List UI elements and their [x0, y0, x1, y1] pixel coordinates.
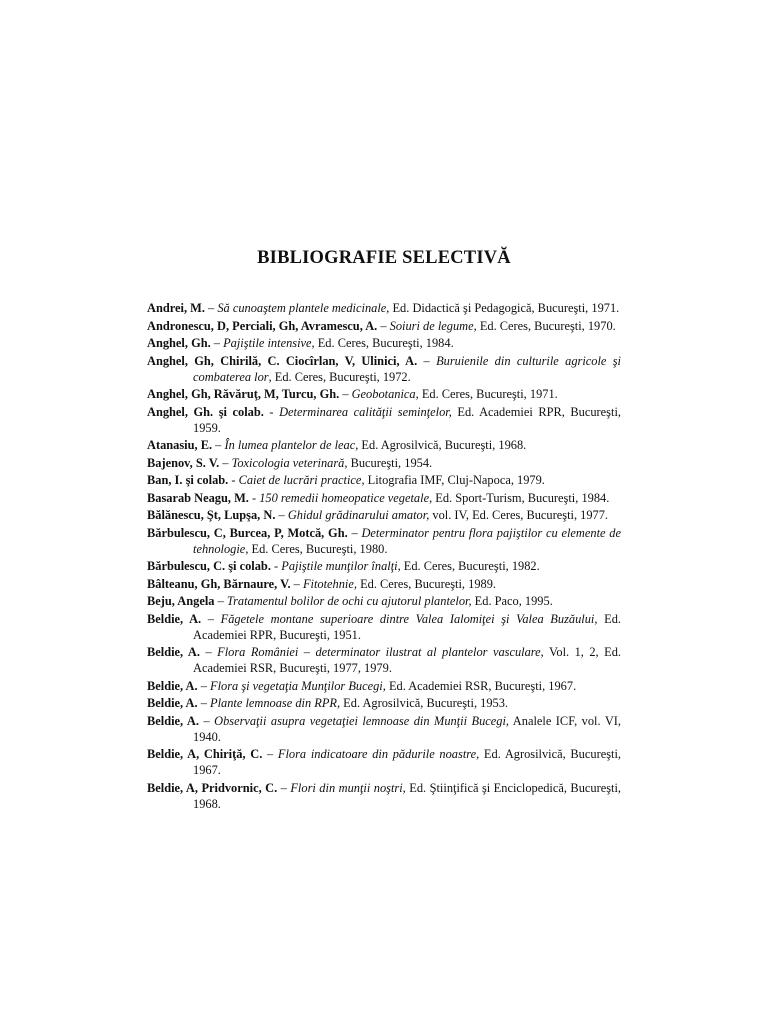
- bibliography-entry: [147, 713, 621, 745]
- entry-title: Tratamentul bolilor de ochi cu ajutorul plantelor,: [226, 594, 472, 608]
- entry-title: Fitotehnie,: [302, 576, 357, 591]
- bibliography-entry: [147, 404, 621, 436]
- entry-author: Beldie, A.: [147, 611, 202, 626]
- entry-author: Atanasiu, E.: [147, 438, 213, 452]
- entry-details: Ed. Academiei RPR, Bucureşti, 1951.: [193, 611, 621, 642]
- bibliography-entry: [147, 695, 621, 711]
- entry-details: , Litografia IMF, Cluj-Napoca, 1979.: [361, 473, 545, 487]
- entry-title: Observaţii asupra vegetaţiei lemnoase din Munţii Bucegi,: [214, 713, 510, 728]
- entry-details: , Bucureşti, 1954.: [344, 455, 433, 470]
- entry-author: Ban, I. şi colab.: [147, 473, 229, 487]
- entry-details: vol. IV, Ed. Ceres, Bucureşti, 1977.: [429, 508, 609, 522]
- entry-separator: –: [198, 713, 215, 728]
- bibliography-entry: [147, 525, 621, 557]
- entry-separator: –: [417, 353, 437, 368]
- entry-details: , Ed. Ceres, Bucureşti, 1972.: [268, 369, 411, 384]
- entry-details: Ed. Academiei RPR, Bucureşti, 1959.: [193, 404, 621, 435]
- bibliography-entry: [147, 746, 621, 778]
- entry-author: Beldie, A.: [147, 713, 199, 728]
- entry-separator: –: [201, 611, 221, 626]
- entry-title: Geobotanica: [351, 387, 416, 401]
- bibliography-entry: [147, 437, 621, 453]
- entry-details: Ed. Ceres, Bucureşti, 1989.: [356, 576, 497, 591]
- entry-title: Pajiştile munţilor înalţi,: [281, 559, 401, 573]
- entry-details: Ed. Paco, 1995.: [471, 594, 553, 608]
- bibliography-entry: [147, 644, 621, 676]
- bibliography-entry: [147, 576, 621, 592]
- bibliography-entry: [147, 780, 621, 812]
- entry-author: Beldie, A.: [147, 645, 200, 659]
- entry-author: Bajenov, S. V.: [147, 455, 220, 470]
- entry-separator: -: [248, 490, 260, 505]
- entry-title: Soiuri de legume,: [389, 318, 477, 333]
- entry-author: Anghel, Gh, Chirilă, C. Ciocîrlan, V, Ulinici, A.: [147, 353, 418, 368]
- entry-title: În lumea plantelor de leac: [224, 438, 356, 452]
- entry-author: Andrei, M.: [147, 301, 205, 315]
- entry-details: Ed. Didactică şi Pedagogică, Bucureşti, 1971.: [389, 301, 620, 315]
- entry-separator: -: [228, 473, 239, 487]
- entry-separator: –: [210, 336, 224, 350]
- entry-details: Ed. Academiei RSR, Bucureşti, 1967.: [385, 678, 577, 693]
- entry-title: Flora României – determinator ilustrat al plantelor vasculare,: [217, 645, 544, 659]
- entry-title: Să cunoaştem plantele medicinale,: [217, 301, 390, 315]
- entry-separator: -: [263, 404, 280, 419]
- entry-details: , Ed. Ceres, Bucureşti, 1980.: [245, 541, 388, 556]
- entry-author: Beldie, A, Pridvornic, C.: [147, 780, 278, 795]
- entry-separator: –: [275, 508, 288, 522]
- bibliography-entry: [147, 318, 621, 334]
- entry-author: Bălănescu, Şt, Lupşa, N.: [147, 508, 276, 522]
- entry-details: Analele ICF, vol. VI, 1940.: [193, 713, 622, 744]
- entry-details: , Ed. Ceres, Bucureşti, 1971.: [415, 387, 558, 401]
- bibliography-entry: [147, 335, 621, 351]
- entry-author: Anghel, Gh, Răvăruţ, M, Turcu, Gh.: [147, 387, 340, 401]
- entry-author: Bărbulescu, C, Burcea, P, Motcă, Gh.: [147, 525, 348, 540]
- entry-separator: –: [377, 318, 390, 333]
- bibliography-entry: [147, 472, 621, 488]
- entry-title: Determinator pentru flora pajiştilor cu elemente de tehnologie: [193, 525, 621, 556]
- entry-details: Vol. 1, 2, Ed. Academiei RSR, Bucureşti, 1977, 1979.: [193, 645, 621, 675]
- entry-separator: –: [214, 594, 227, 608]
- entry-author: Anghel, Gh.: [147, 336, 211, 350]
- bibliography-entry: [147, 386, 621, 402]
- entry-title: Făgetele montane superioare dintre Valea Ialomiţei şi Valea Buzăului,: [220, 611, 598, 626]
- bibliography-entry: [147, 507, 621, 523]
- entry-separator: –: [212, 438, 225, 452]
- entry-title: Plante lemnoase din RPR,: [210, 696, 341, 710]
- entry-title: Flori din munţii noştri,: [290, 780, 406, 795]
- entry-title: Determinarea calităţii seminţelor,: [279, 404, 452, 419]
- entry-details: Ed. Ceres, Bucureşti, 1970.: [476, 318, 616, 333]
- bibliography-entry: [147, 558, 621, 574]
- entry-title: 150 remedii homeopatice vegetale: [259, 490, 430, 505]
- bibliography-entry: [147, 353, 621, 385]
- entry-details: Ed. Ştiinţifică şi Enciclopedică, Bucureşti, 1968.: [193, 780, 622, 811]
- bibliography-entry: [147, 300, 621, 316]
- entry-author: Basarab Neagu, M.: [147, 490, 249, 505]
- entry-author: Andronescu, D, Perciali, Gh, Avramescu, A.: [147, 318, 378, 333]
- entry-separator: –: [199, 645, 218, 659]
- entry-author: Beju, Angela: [147, 594, 215, 608]
- bibliography-entry: [147, 593, 621, 609]
- entry-author: Beldie, A.: [147, 678, 198, 693]
- entry-title: Buruienile din culturile agricole şi combaterea lor: [193, 353, 621, 384]
- entry-author: Bâlteanu, Gh, Bărnaure, V.: [147, 576, 291, 591]
- entry-details: , Ed. Agrosilvică, Bucureşti, 1968.: [355, 438, 527, 452]
- entry-author: Bărbulescu, C. şi colab.: [147, 559, 271, 573]
- entry-separator: –: [262, 747, 278, 761]
- entry-separator: –: [219, 455, 232, 470]
- entry-title: Ghidul grădinarului amator,: [287, 508, 430, 522]
- entry-title: Caiet de lucrări practice: [238, 473, 362, 487]
- entry-details: Ed. Ceres, Bucureşti, 1982.: [400, 559, 540, 573]
- entry-separator: -: [270, 559, 282, 573]
- entry-separator: –: [339, 387, 352, 401]
- entry-separator: –: [290, 576, 303, 591]
- entry-author: Beldie, A.: [147, 696, 198, 710]
- entry-author: Anghel, Gh. şi colab.: [147, 404, 264, 419]
- entry-details: Ed. Agrosilvică, Bucureşti, 1953.: [340, 696, 509, 710]
- bibliography-entry: [147, 611, 621, 643]
- entry-details: Ed. Agrosilvică, Bucureşti, 1967.: [193, 747, 622, 777]
- entry-title: Flora şi vegetaţia Munţilor Bucegi,: [210, 678, 386, 693]
- entry-separator: –: [347, 525, 362, 540]
- entry-title: Flora indicatoare din pădurile noastre,: [277, 747, 480, 761]
- bibliography-list: [147, 300, 621, 813]
- page-title: BIBLIOGRAFIE SELECTIVĂ: [257, 248, 511, 268]
- bibliography-entry: [147, 678, 621, 694]
- entry-separator: –: [197, 696, 210, 710]
- entry-separator: –: [204, 301, 218, 315]
- entry-separator: –: [197, 678, 210, 693]
- entry-separator: –: [277, 780, 291, 795]
- entry-author: Beldie, A, Chiriţă, C.: [147, 747, 263, 761]
- entry-title: Pajiştile intensive,: [223, 336, 315, 350]
- bibliography-entry: [147, 455, 621, 471]
- entry-details: Ed. Ceres, Bucureşti, 1984.: [314, 336, 454, 350]
- entry-details: , Ed. Sport-Turism, Bucureşti, 1984.: [429, 490, 610, 505]
- bibliography-entry: [147, 490, 621, 506]
- entry-title: Toxicologia veterinară: [231, 455, 345, 470]
